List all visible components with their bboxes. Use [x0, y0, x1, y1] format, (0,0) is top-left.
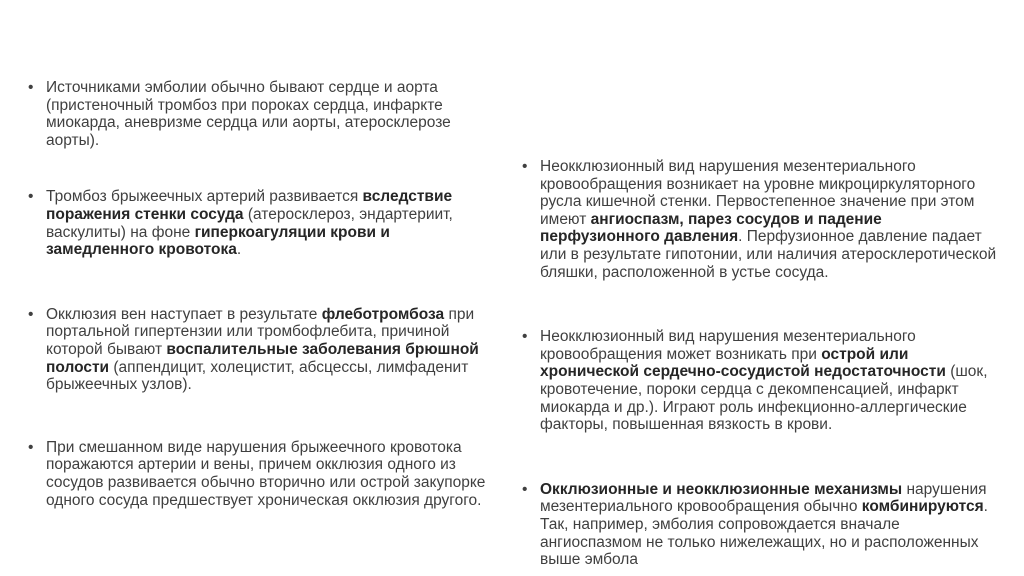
text-run: Источниками эмболии обычно бывают сердце и аорта (пристеночный тромбоз при пороках сердца, инфаркте миокарда, аневризме сердца или аорты, атеросклерозе аорты).	[46, 79, 451, 149]
text-run-bold: вследствие поражения стенки сосуда	[46, 188, 453, 223]
text-run: (атеросклероз, эндартериит, васкулиты) на фоне	[46, 205, 453, 241]
text-run-bold: воспалительные заболевания брюшной полости	[46, 340, 479, 376]
text-run: .	[236, 241, 242, 259]
bullet-arterial-thrombosis	[28, 188, 498, 258]
bullet-embolism-sources	[28, 79, 498, 149]
text-run: (аппендицит, холецистит, абсцессы, лимфаденит брыжеечных узлов).	[46, 358, 469, 394]
text-run-bold: флеботромбоза	[321, 305, 445, 323]
text-run-bold: острой или хронической сердечно-сосудистой недостаточности	[540, 345, 946, 381]
right-column	[522, 158, 1002, 569]
text-run-bold: гиперкоагуляции крови и замедленного кровотока	[46, 223, 390, 259]
bullet-nonocclusive-microcirculation	[522, 158, 1002, 281]
left-column	[28, 79, 498, 509]
text-run: Окклюзия вен наступает в результате	[46, 305, 322, 323]
bullet-nonocclusive-heart-failure	[522, 328, 1002, 434]
bullet-venous-occlusion	[28, 306, 498, 394]
text-run-bold: ангиоспазм, парез сосудов и падение перфузионного давления	[540, 210, 882, 246]
text-run: нарушения мезентериального кровообращения обычно	[540, 480, 987, 516]
text-run: при портальной гипертензии или тромбофлебита, причиной которой бывают	[46, 305, 475, 358]
text-run-bold: комбинируются	[861, 498, 984, 516]
text-run: Тромбоз брыжеечных артерий развивается	[46, 188, 363, 206]
text-run: Неокклюзионный вид нарушения мезентериального кровообращения возникает на уровне микроциркуляторного русла кишечной стенки. Первостепенное значение при этом имеют	[540, 158, 976, 228]
bullet-mixed-type	[28, 439, 498, 509]
text-run: . Перфузионное давление падает или в результате гипотонии, или наличия атеросклеротической бляшки, расположенной в устье сосуда.	[540, 228, 997, 281]
text-run-bold: Окклюзионные и неокклюзионные механизмы	[540, 480, 903, 498]
text-run: . Так, например, эмболия сопровождается вначале ангиоспазмом не только нижележащих, но и расположенных выше эмбола	[540, 498, 988, 569]
text-run: Неокклюзионный вид нарушения мезентериального кровообращения может возникать при	[540, 328, 916, 363]
text-run: При смешанном виде нарушения брыжеечного кровотока поражаются артерии и вены, причем окклюзия одного из сосудов развивается обычно вторично или острой закупорке одного сосуда предшествует хроническая окклюзия другого.	[46, 438, 486, 509]
bullet-combined-mechanisms	[522, 481, 1002, 569]
text-run: (шок, кровотечение, пороки сердца с декомпенсацией, инфаркт миокарда и др.). Играют роль инфекционно-аллергические факторы, повышенная вязкость в крови.	[540, 363, 988, 434]
